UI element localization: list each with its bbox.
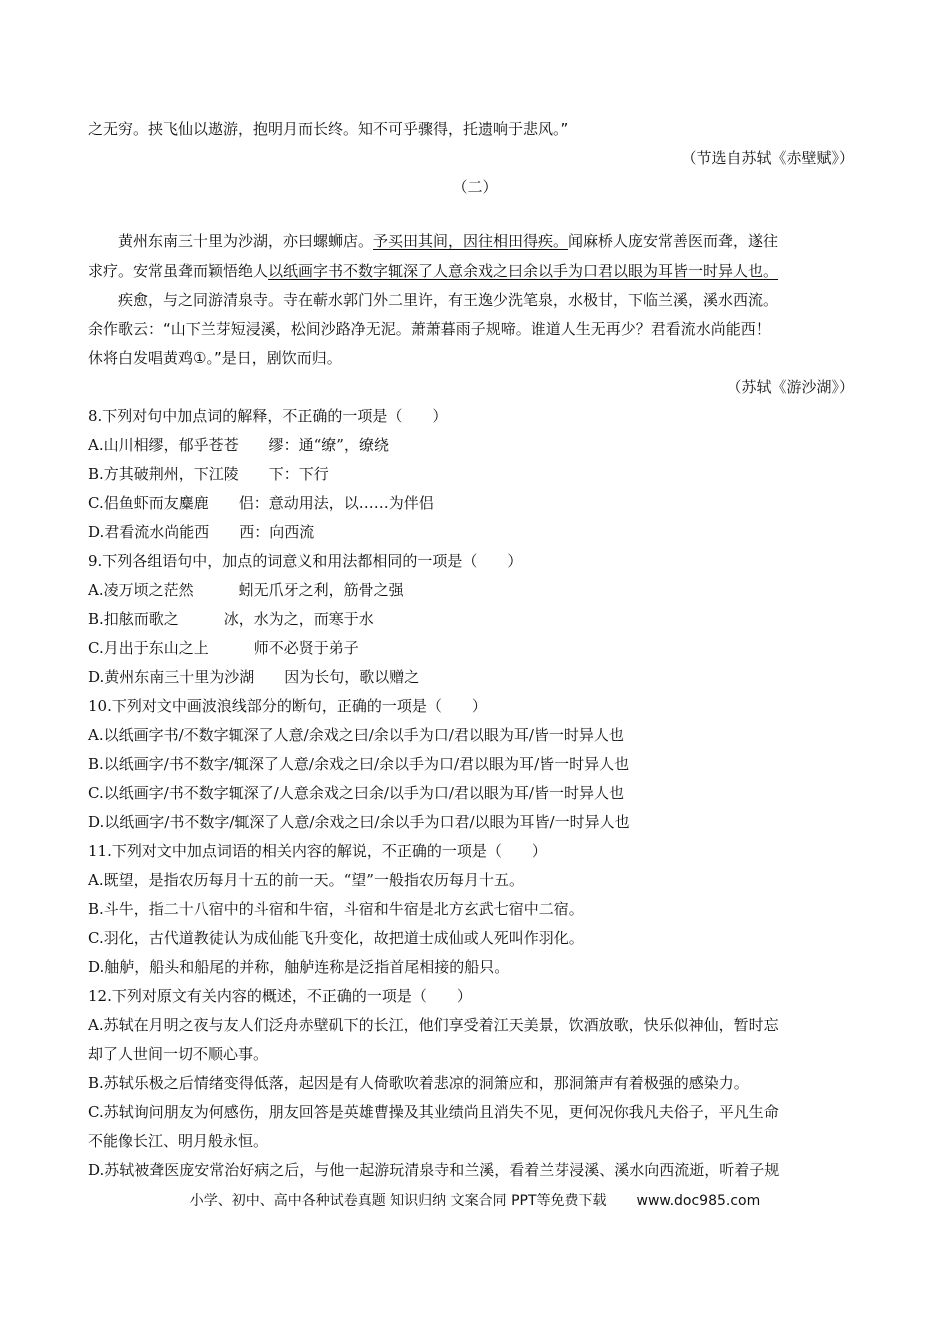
question-8-stem: 8.下列对句中加点词的解释，不正确的一项是（ ） xyxy=(88,407,448,425)
question-8-option-c: C.侣鱼虾而友麋鹿 侣：意动用法，以……为伴侣 xyxy=(88,494,434,512)
question-12-option-d: D.苏轼被聋医庞安常治好病之后，与他一起游玩清泉寺和兰溪，看着兰芽浸溪、溪水向西流逝，听着子规 xyxy=(88,1161,780,1179)
question-9-option-c: C.月出于东山之上 师不必贤于弟子 xyxy=(88,639,359,657)
question-12-option-b: B.苏轼乐极之后情绪变得低落，起因是有人倚歌吹着悲凉的洞箫应和，那洞箫声有着极强的感染力。 xyxy=(88,1074,749,1092)
passage2-p2-line1: 疾愈，与之同游清泉寺。寺在蕲水郭门外二里许，有王逸少洗笔泉，水极甘，下临兰溪，溪水西流。 xyxy=(118,291,779,309)
underlined-sentence: 予买田其间，因往相田得疾。 xyxy=(373,232,569,250)
question-9-option-b: B.扣舷而歌之 冰，水为之，而寒于水 xyxy=(88,610,374,628)
question-10-stem: 10.下列对文中画波浪线部分的断句，正确的一项是（ ） xyxy=(88,697,487,715)
question-10-option-b: B.以纸画字/书不数字/辄深了人意/余戏之曰/余以手为口/君以眼为耳/皆一时异人也 xyxy=(88,755,630,773)
question-12-option-c-cont: 不能像长江、明月般永恒。 xyxy=(88,1132,269,1150)
footer-text: 小学、初中、高中各种试卷真题 知识归纳 文案合同 PPT等免费下载 xyxy=(189,1193,607,1209)
passage1-source: （节选自苏轼《赤壁赋》） xyxy=(681,149,854,167)
question-12-option-a: A.苏轼在月明之夜与友人们泛舟赤壁矶下的长江，他们享受着江天美景，饮酒放歌，快乐似神仙，暂时忘 xyxy=(88,1016,779,1034)
question-8-option-b: B.方其破荆州，下江陵 下：下行 xyxy=(88,465,329,483)
passage2-p2-line2: 余作歌云：“山下兰芽短浸溪，松间沙路净无泥。萧萧暮雨子规啼。谁道人生无再少？君看流水尚能西！ xyxy=(88,320,771,338)
question-11-stem: 11.下列对文中加点词语的相关内容的解说，不正确的一项是（ ） xyxy=(88,842,547,860)
question-11-option-b: B.斗牛，指二十八宿中的斗宿和牛宿，斗宿和牛宿是北方玄武七宿中二宿。 xyxy=(88,900,584,918)
passage2-p1-line1 xyxy=(118,230,778,252)
question-10-option-d: D.以纸画字/书不数字/辄深了人意/余戏之曰/余以手为口君/以眼为耳皆/一时异人也 xyxy=(88,813,630,831)
question-12-stem: 12.下列对原文有关内容的概述，不正确的一项是（ ） xyxy=(88,987,472,1005)
question-11-option-a: A.既望，是指农历每月十五的前一天。“望”一般指农历每月十五。 xyxy=(88,871,524,889)
wavy-underlined-sentence: 以纸画字书不数字辄深了人意余戏之曰余以手为口君以眼为耳皆一时异人也。 xyxy=(268,262,779,280)
passage2-text: 闻麻桥人庞安常善医而聋，遂往 xyxy=(568,232,779,250)
question-11-option-c: C.羽化，古代道教徒认为成仙能飞升变化，故把道士成仙或人死叫作羽化。 xyxy=(88,929,584,947)
passage2-p2-line3: 休将白发唱黄鸡①。”是日，剧饮而归。 xyxy=(88,349,342,367)
question-11-option-d: D.舳舻，船头和船尾的并称，舳舻连称是泛指首尾相接的船只。 xyxy=(88,958,510,976)
question-9-option-d: D.黄州东南三十里为沙湖 因为长句，歌以赠之 xyxy=(88,668,420,686)
page-footer xyxy=(0,1190,950,1210)
passage2-heading: （二） xyxy=(452,178,498,196)
passage2-text: 求疗。安常虽聋而颖悟绝人 xyxy=(88,262,269,280)
question-9-stem: 9.下列各组语句中，加点的词意义和用法都相同的一项是（ ） xyxy=(88,552,523,570)
passage2-source: （苏轼《游沙湖》） xyxy=(726,378,854,396)
question-12-option-a-cont: 却了人世间一切不顺心事。 xyxy=(88,1045,269,1063)
passage1-last-line: 之无穷。挟飞仙以遨游，抱明月而长终。知不可乎骤得，托遗响于悲风。” xyxy=(88,120,569,138)
passage2-text: 黄州东南三十里为沙湖，亦曰螺蛳店。 xyxy=(118,232,374,250)
question-9-option-a: A.凌万顷之茫然 蚓无爪牙之利，筋骨之强 xyxy=(88,581,404,599)
question-10-option-a: A.以纸画字书/不数字辄深了人意/余戏之曰/余以手为口/君以眼为耳/皆一时异人也 xyxy=(88,726,624,744)
question-8-option-a: A.山川相缪，郁乎苍苍 缪：通“缭”，缭绕 xyxy=(88,436,389,454)
question-8-option-d: D.君看流水尚能西 西：向西流 xyxy=(88,523,315,541)
question-10-option-c: C.以纸画字/书不数字辄深了/人意余戏之曰余/以手为口/君以眼为耳/皆一时异人也 xyxy=(88,784,624,802)
footer-url[interactable]: www.doc985.com xyxy=(636,1193,761,1209)
passage2-p1-line2 xyxy=(88,260,778,282)
question-12-option-c: C.苏轼询问朋友为何感伤，朋友回答是英雄曹操及其业绩尚且消失不见，更何况你我凡夫俗子，平凡生命 xyxy=(88,1103,779,1121)
